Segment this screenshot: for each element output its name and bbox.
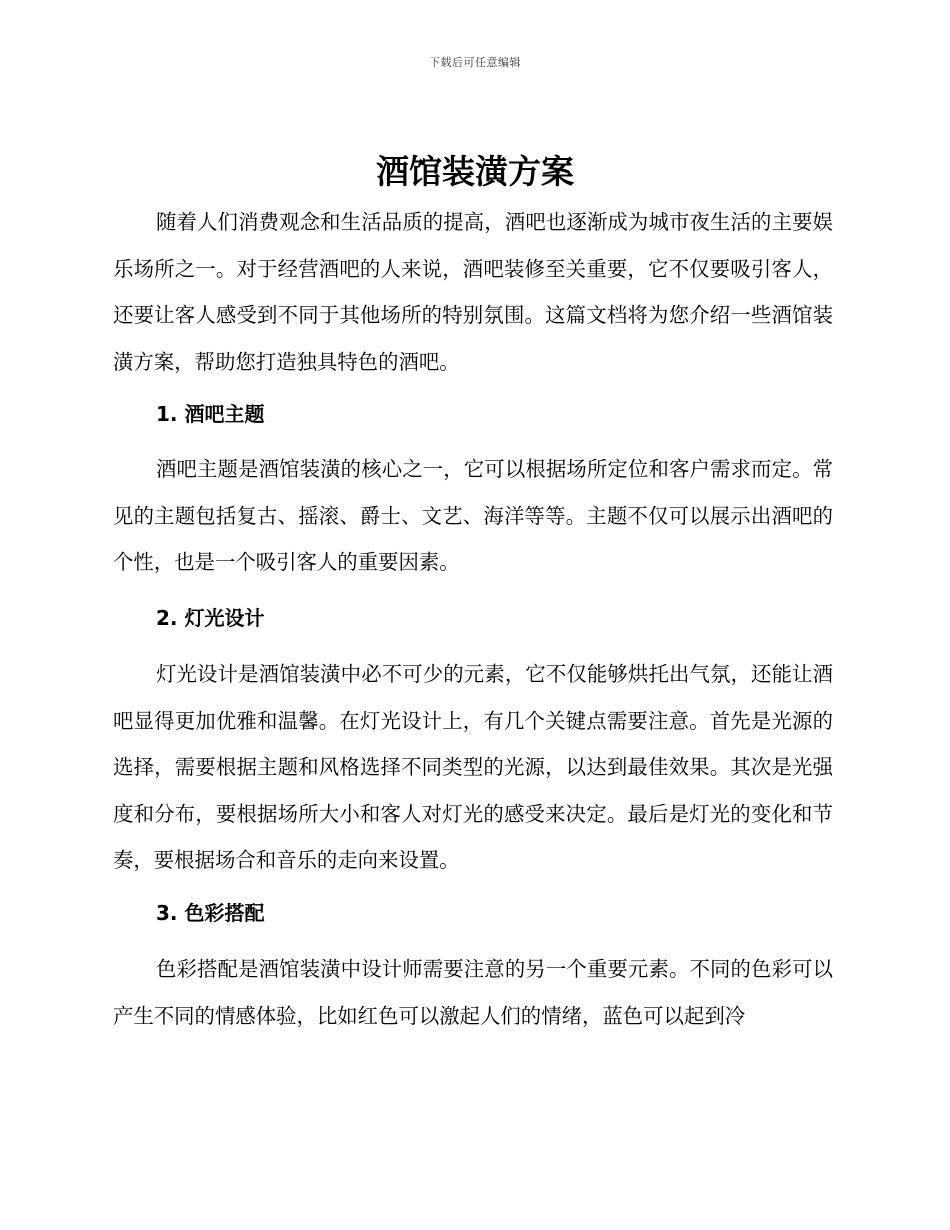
section-heading-lighting: 2. 灯光设计 bbox=[156, 606, 265, 630]
document-title: 酒馆装潢方案 bbox=[376, 152, 574, 191]
section-body-lighting: 灯光设计是酒馆装潢中必不可少的元素，它不仅能够烘托出气氛，还能让酒吧显得更加优雅和温馨。在灯光设计上，有几个关键点需要注意。首先是光源的选择，需要根据主题和风格选择不同类型的光源，以达到最佳效果。其次是光强度和分布，要根据场所大小和客人对灯光的感受来决定。最后是灯光的变化和节奏，要根据场合和音乐的走向来设置。 bbox=[113, 662, 833, 872]
intro-paragraph: 随着人们消费观念和生活品质的提高，酒吧也逐渐成为城市夜生活的主要娱乐场所之一。对于经营酒吧的人来说，酒吧装修至关重要，它不仅要吸引客人，还要让客人感受到不同于其他场所的特别氛围。这篇文档将为您介绍一些酒馆装潢方案，帮助您打造独具特色的酒吧。 bbox=[113, 210, 833, 374]
section-heading-theme: 1. 酒吧主题 bbox=[156, 402, 265, 426]
section-body-color: 色彩搭配是酒馆装潢中设计师需要注意的另一个重要元素。不同的色彩可以产生不同的情感体验，比如红色可以激起人们的情绪，蓝色可以起到冷 bbox=[113, 957, 833, 1028]
header-note: 下载后可任意编辑 bbox=[429, 56, 521, 69]
section-body-theme: 酒吧主题是酒馆装潢的核心之一，它可以根据场所定位和客户需求而定。常见的主题包括复古、摇滚、爵士、文艺、海洋等等。主题不仅可以展示出酒吧的个性，也是一个吸引客人的重要因素。 bbox=[113, 457, 833, 574]
section-heading-color: 3. 色彩搭配 bbox=[156, 901, 265, 925]
